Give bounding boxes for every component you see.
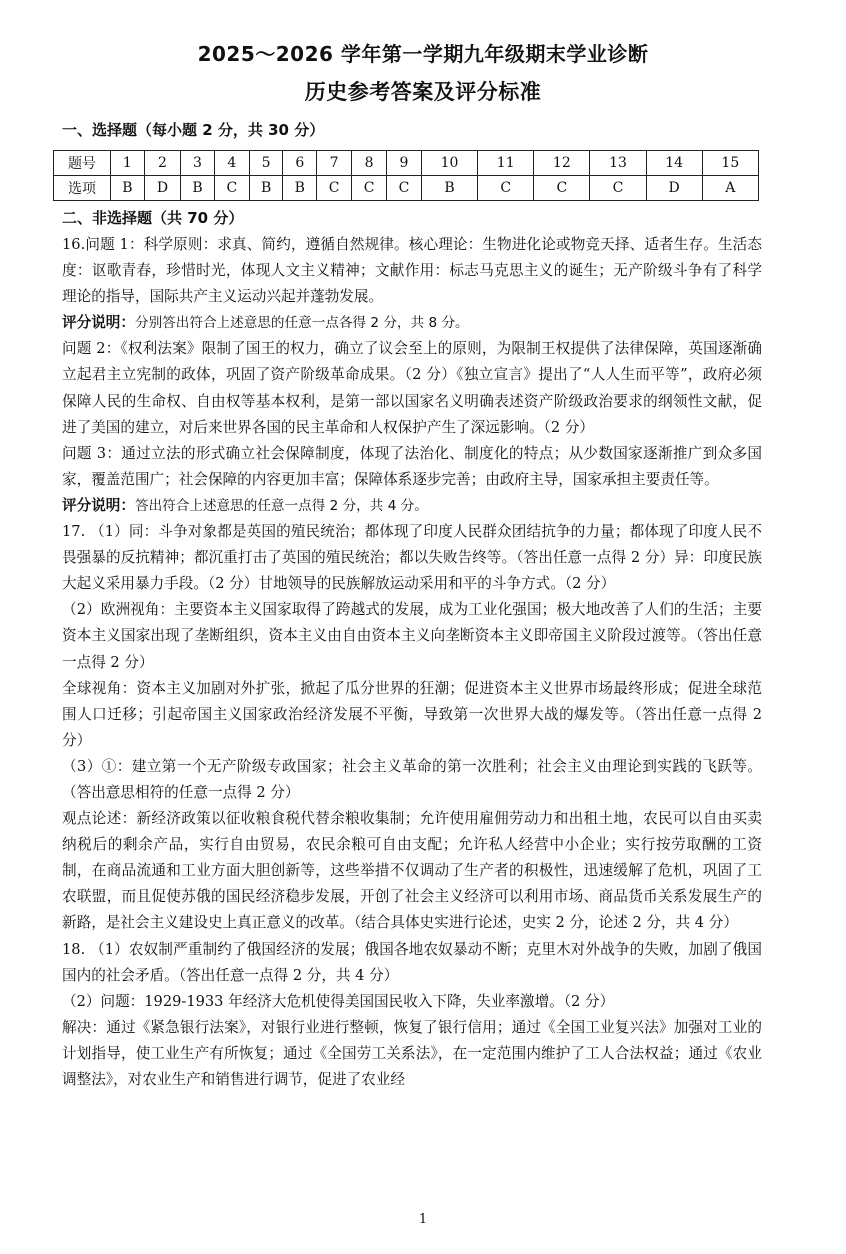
paragraph-q18-part1: 18. （1）农奴制严重制约了俄国经济的发展；俄国各地农奴暴动不断；克里木对外战争的失败，加剧了俄国国内的社会矛盾。（答出任意一点得 2 分，共 4 分） [62, 940, 762, 984]
paragraph-q16-part1: 16.问题 1：科学原则：求真、简约，遵循自然规律。核心理论：生物进化论或物竞天择、适者生存。生活态度：讴歌青春，珍惜时光，体现人文主义精神；文献作用：标志马克思主义的诞生；无产阶级斗争有了科学理论的指导，国际共产主义运动兴起并蓬勃发展。 [62, 236, 762, 306]
table-cell-number: 8 [352, 151, 387, 176]
table-cell-number: 5 [249, 151, 283, 176]
table-cell-answer: C [534, 176, 590, 201]
table-cell-answer: D [144, 176, 180, 201]
table-cell-number: 3 [181, 151, 215, 176]
paragraph-q18-part2-problem: （2）问题：1929-1933 年经济大危机使得美国国民收入下降，失业率激增。（2 分） [62, 992, 615, 1010]
scoring-note-label: 评分说明： [62, 496, 135, 514]
table-cell-answer: C [387, 176, 422, 201]
scoring-note-text: 分别答出符合上述意思的任意一点各得 2 分，共 8 分。 [134, 315, 469, 332]
table-cell-number: 6 [283, 151, 317, 176]
table-cell-answer: B [181, 176, 215, 201]
table-cell-number: 10 [421, 151, 477, 176]
paragraph-q16-part2: 问题 2：《权利法案》限制了国王的权力，确立了议会至上的原则，为限制王权提供了法律保障，英国逐渐确立起君主立宪制的政体，巩固了资产阶级革命成果。（2 分）《独立宣言》提出了“人人生而平等”，政府必须保障人民的生命权、自由权等基本权利，是第一部以国家名义明确表述资产阶级政治要求的纲领性文献，促进了美国的建立，对后来世界各国的民主革命和人权保护产生了深远影响。（2 分） [62, 340, 762, 436]
section-heading-non-multiple-choice: 二、非选择题（共 70 分） [62, 209, 244, 227]
table-cell-answer: C [214, 176, 249, 201]
page-number: 1 [418, 1212, 428, 1227]
table-cell-answer: B [283, 176, 317, 201]
answer-table-row-answers [54, 176, 759, 201]
section-heading-multiple-choice: 一、选择题（每小题 2 分，共 30 分） [62, 121, 325, 139]
table-cell-number: 2 [144, 151, 180, 176]
table-cell-answer: B [111, 176, 145, 201]
table-header-option: 选项 [54, 176, 111, 201]
paragraph-q17-part2-europe: （2）欧洲视角：主要资本主义国家取得了跨越式的发展，成为工业化强国；极大地改善了人们的生活；主要资本主义国家出现了垄断组织，资本主义由自由资本主义向垄断资本主义即帝国主义阶段过渡等。（答出任意一点得 2 分） [62, 601, 762, 671]
scoring-note-text: 答出符合上述意思的任意一点得 2 分，共 4 分。 [134, 497, 428, 514]
table-cell-answer: C [317, 176, 352, 201]
scoring-note [62, 493, 762, 519]
document-subtitle: 历史参考答案及评分标准 [304, 80, 542, 104]
table-cell-answer: C [352, 176, 387, 201]
paragraph-q17-argument: 观点论述：新经济政策以征收粮食税代替余粮收集制；允许使用雇佣劳动力和出租土地，农民可以自由买卖纳税后的剩余产品，实行自由贸易，农民余粮可自由支配；允许私人经营中小企业；实行按劳取酬的工资制，在商品流通和工业方面大胆创新等，这些举措不仅调动了生产者的积极性，迅速缓解了危机，巩固了工农联盟，而且促使苏俄的国民经济稳步发展，开创了社会主义经济可以利用市场、商品货币关系发展生产的新路，是社会主义建设史上真正意义的改革。（结合具体史实进行论述，史实 2 分，论述 2 分，共 4 分） [62, 810, 762, 932]
answer-table [53, 150, 759, 201]
paragraph-q17-part2-global: 全球视角：资本主义加剧对外扩张，掀起了瓜分世界的狂潮；促进资本主义世界市场最终形成；促进全球范围人口迁移；引起帝国主义国家政治经济发展不平衡，导致第一次世界大战的爆发等。（答出任意一点得 2 分） [62, 679, 762, 749]
table-cell-number: 7 [317, 151, 352, 176]
paragraph-q16-part3: 问题 3：通过立法的形式确立社会保障制度，体现了法治化、制度化的特点；从少数国家逐渐推广到众多国家，覆盖范围广；社会保障的内容更加丰富；保障体系逐步完善；由政府主导，国家承担主要责任等。 [62, 444, 762, 488]
scoring-note [62, 310, 762, 336]
table-cell-number: 1 [111, 151, 145, 176]
table-cell-answer: A [702, 176, 758, 201]
answer-table-row-numbers [54, 151, 759, 176]
table-cell-number: 11 [478, 151, 534, 176]
paragraph-q17-part1: 17. （1）同：斗争对象都是英国的殖民统治；都体现了印度人民群众团结抗争的力量；都体现了印度人民不畏强暴的反抗精神；都沉重打击了英国的殖民统治；都以失败告终等。（答出任意一点得 2 分）异：印度民族大起义采用暴力手段。（2 分）甘地领导的民族解放运动采用和平的斗争方式。（2 分） [62, 523, 762, 593]
table-cell-answer: C [478, 176, 534, 201]
table-cell-answer: B [249, 176, 283, 201]
table-cell-answer: D [646, 176, 702, 201]
table-cell-number: 9 [387, 151, 422, 176]
table-cell-number: 13 [590, 151, 646, 176]
table-cell-number: 12 [534, 151, 590, 176]
paragraph-q18-part2-solution: 解决：通过《紧急银行法案》，对银行业进行整顿，恢复了银行信用；通过《全国工业复兴法》加强对工业的计划指导，使工业生产有所恢复；通过《全国劳工关系法》，在一定范围内维护了工人合法权益；通过《农业调整法》，对农业生产和销售进行调节，促进了农业经 [62, 1018, 762, 1088]
paragraph-q17-part3: （3）①：建立第一个无产阶级专政国家；社会主义革命的第一次胜利；社会主义由理论到实践的飞跃等。（答出意思相符的任意一点得 2 分） [62, 757, 762, 801]
table-cell-answer: B [421, 176, 477, 201]
answer-body [62, 232, 762, 1093]
table-header-question-number: 题号 [54, 151, 111, 176]
table-cell-number: 15 [702, 151, 758, 176]
document-title: 2025～2026 学年第一学期九年级期末学业诊断 [197, 42, 649, 66]
table-cell-number: 14 [646, 151, 702, 176]
scoring-note-label: 评分说明： [62, 314, 135, 332]
table-cell-answer: C [590, 176, 646, 201]
table-cell-number: 4 [214, 151, 249, 176]
